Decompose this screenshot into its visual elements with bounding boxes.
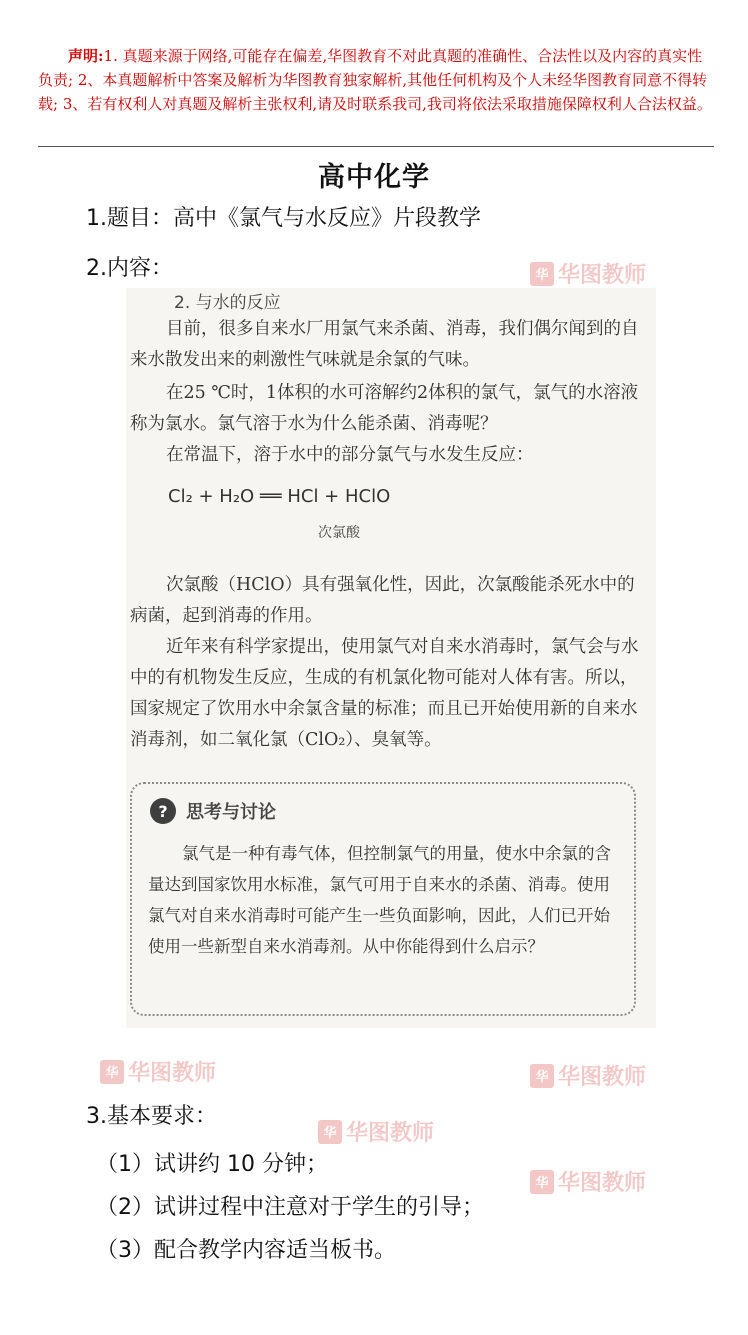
- watermark-logo-icon: 华: [100, 1060, 124, 1084]
- question-icon: ?: [150, 798, 176, 824]
- disclaimer-label: 声明:: [68, 47, 104, 65]
- content-heading: 2.内容：: [86, 256, 173, 281]
- think-discuss-header: [150, 798, 276, 824]
- textbook-paragraph: 在常温下，溶于水中的部分氯气与水发生反应：: [166, 445, 534, 465]
- textbook-paragraph: 近年来有科学家提出，使用氯气对自来水消毒时，氯气会与水中的有机物发生反应，生成的有机氯化物可能对人体有害。所以，国家规定了饮用水中余氯含量的标准；而且已开始使用新的自来水消毒剂，如二氧化氯（ClO₂）、臭氧等。: [130, 637, 639, 750]
- think-discuss-box: [130, 782, 636, 1016]
- watermark: [530, 1060, 646, 1091]
- watermark-logo-icon: 华: [530, 1170, 554, 1194]
- watermark-text: 华图教师: [558, 1171, 647, 1196]
- watermark-logo-icon: 华: [530, 262, 554, 286]
- textbook-paragraph: 次氯酸（HClO）具有强氧化性，因此，次氯酸能杀死水中的病菌，起到消毒的作用。: [130, 575, 635, 626]
- watermark-logo-icon: 华: [530, 1064, 554, 1088]
- textbook-paragraph: 在25 ℃时，1体积的水可溶解约2体积的氯气，氯气的水溶液称为氯水。氯气溶于水为什么能杀菌、消毒呢？: [130, 383, 639, 434]
- watermark: [318, 1116, 434, 1147]
- watermark-text: 华图教师: [346, 1121, 435, 1146]
- requirement-item: （2）试讲过程中注意对于学生的引导；: [96, 1195, 484, 1220]
- watermark-logo-icon: 华: [318, 1120, 342, 1144]
- page-title: 高中化学: [318, 162, 430, 193]
- watermark: [530, 258, 646, 289]
- requirements-heading: 3.基本要求：: [86, 1104, 217, 1129]
- equation-annotation: 次氯酸: [318, 525, 360, 541]
- disclaimer-text: 1. 真题来源于网络,可能存在偏差,华图教育不对此真题的准确性、合法性以及内容的真实性负责; 2、本真题解析中答案及解析为华图教育独家解析,其他任何机构及个人未经华图教育同意不得转载; 3、若有权利人对真题及解析主张权利,请及时联系我司,我司将依法采取措施保障权利人合法权益。: [38, 47, 712, 113]
- requirement-item: （3）配合教学内容适当板书。: [96, 1238, 396, 1263]
- chemical-equation: Cl₂ + H₂O ══ HCl + HClO: [168, 486, 391, 507]
- topic-line: 1.题目：高中《氯气与水反应》片段教学: [86, 206, 481, 231]
- disclaimer: [38, 44, 714, 116]
- textbook-paragraph: 目前，很多自来水厂用氯气来杀菌、消毒，我们偶尔闻到的自来水散发出来的刺激性气味就是余氯的气味。: [130, 319, 639, 370]
- watermark-text: 华图教师: [558, 263, 647, 288]
- textbook-section-title: 2. 与水的反应: [174, 293, 281, 313]
- textbook-excerpt: [126, 288, 656, 1028]
- watermark-text: 华图教师: [128, 1061, 217, 1086]
- watermark: [530, 1166, 646, 1197]
- think-discuss-title: 思考与讨论: [186, 802, 276, 823]
- requirement-item: （1）试讲约 10 分钟；: [96, 1152, 328, 1177]
- watermark: [100, 1056, 216, 1087]
- think-discuss-body: 氯气是一种有毒气体，但控制氯气的用量，使水中余氯的含量达到国家饮用水标准，氯气可用于自来水的杀菌、消毒。使用氯气对自来水消毒时可能产生一些负面影响，因此，人们已开始使用一些新型自来水消毒剂。从中你能得到什么启示？: [148, 844, 611, 956]
- watermark-text: 华图教师: [558, 1065, 647, 1090]
- header-divider: [38, 146, 714, 147]
